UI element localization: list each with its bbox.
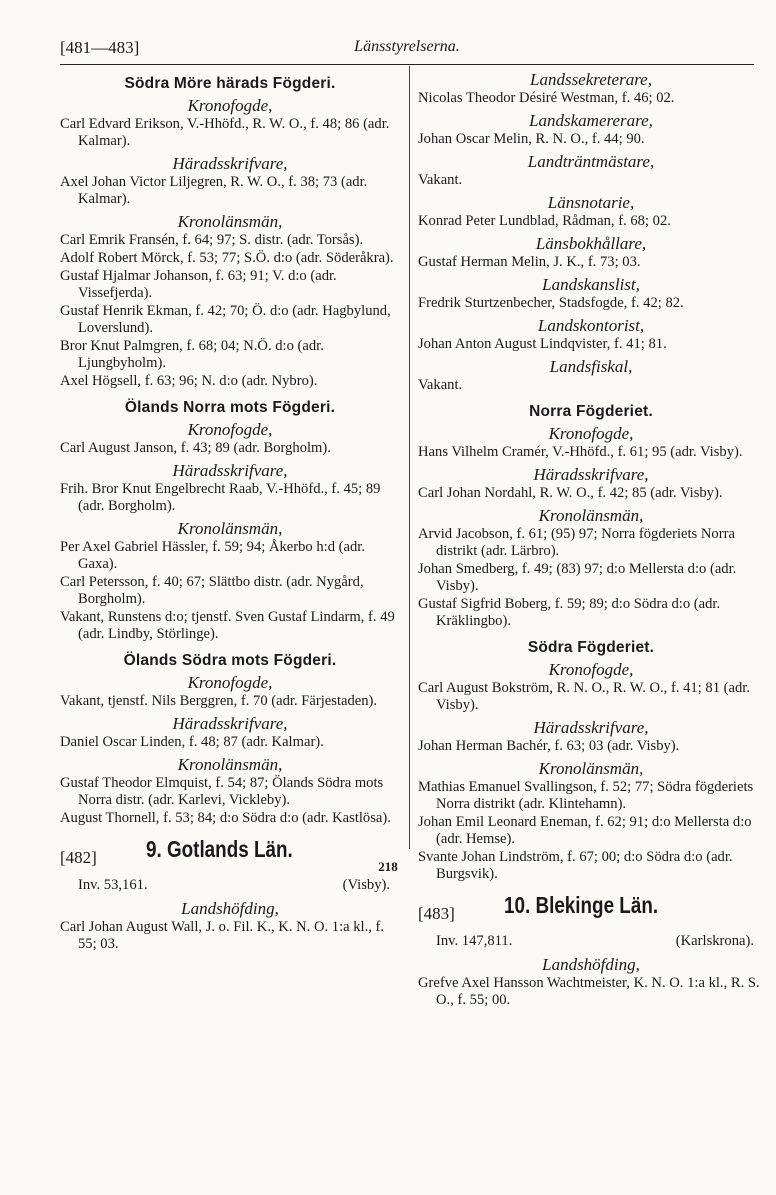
office-title: Landshöfding, xyxy=(542,955,640,974)
district-heading: Ölands Södra mots Fögderi. xyxy=(123,652,337,669)
person-entry: Gustaf Theodor Elmquist, f. 54; 87; Ölands Södra mots Norra distr. (adr. Karlevi, Vickleby). xyxy=(60,775,384,808)
page-range: [481—483] xyxy=(60,38,140,57)
person-entry: Hans Vilhelm Cramér, V.-Hhöfd., f. 61; 95 (adr. Visby). xyxy=(418,444,743,460)
section-page-ref: [482] xyxy=(60,848,97,867)
person-entry: Vakant. xyxy=(418,172,463,188)
office-title: Länsbokhållare, xyxy=(535,234,647,253)
section-heading xyxy=(418,892,764,929)
office-title: Landträntmästare, xyxy=(527,152,655,171)
person-entry: Bror Knut Palmgren, f. 68; 04; N.Ö. d:o (adr. Ljungbyholm). xyxy=(60,338,324,371)
office-title: Landsfiskal, xyxy=(549,357,633,376)
office-title: Kronofogde, xyxy=(548,660,634,679)
person-entry: Gustaf Henrik Ekman, f. 42; 70; Ö. d:o (adr. Hagbylund, Loverslund). xyxy=(60,303,391,336)
person-entry: Gustaf Hjalmar Johanson, f. 63; 91; V. d:o (adr. Vissefjerda). xyxy=(60,268,337,301)
person-entry: Axel Johan Victor Liljegren, R. W. O., f. 38; 73 (adr. Kalmar). xyxy=(60,174,368,207)
running-title: Länsstyrelserna. xyxy=(354,38,460,55)
person-entry: Johan Herman Bachér, f. 63; 03 (adr. Visby). xyxy=(418,738,680,754)
person-entry: Per Axel Gabriel Hässler, f. 59; 94; Åkerbo h:d (adr. Gaxa). xyxy=(60,539,365,572)
person-entry: Vakant. xyxy=(418,377,463,393)
person-entry: Fredrik Sturtzenbecher, Stadsfogde, f. 42; 82. xyxy=(418,295,684,311)
office-title: Kronofogde, xyxy=(187,420,273,439)
person-entry: Carl August Bokström, R. N. O., R. W. O., f. 41; 81 (adr. Visby). xyxy=(418,680,751,713)
office-title: Kronolänsmän, xyxy=(538,506,644,525)
page-number: 218 xyxy=(378,859,398,874)
office-title: Kronolänsmän, xyxy=(538,759,644,778)
person-entry: Vakant, tjenstf. Nils Berggren, f. 70 (adr. Färjestaden). xyxy=(60,693,378,709)
section-page-ref: [483] xyxy=(418,904,455,923)
person-entry: Nicolas Theodor Désiré Westman, f. 46; 02. xyxy=(418,90,675,106)
person-entry: Mathias Emanuel Svallingson, f. 52; 77; Södra fögderiets Norra distrikt (adr. Klintehamn). xyxy=(418,779,754,812)
office-title: Kronofogde, xyxy=(548,424,634,443)
office-title: Kronolänsmän, xyxy=(177,755,283,774)
district-heading: Södra Möre härads Fögderi. xyxy=(124,75,336,92)
person-entry: Johan Oscar Melin, R. N. O., f. 44; 90. xyxy=(418,131,645,147)
office-title: Landssekreterare, xyxy=(530,70,652,89)
person-entry: Daniel Oscar Linden, f. 48; 87 (adr. Kalmar). xyxy=(60,734,324,750)
person-entry: Gustaf Herman Melin, J. K., f. 73; 03. xyxy=(418,254,641,270)
person-entry: Konrad Peter Lundblad, Rådman, f. 68; 02. xyxy=(418,213,671,229)
person-entry: Grefve Axel Hansson Wachtmeister, K. N. O. 1:a kl., R. S. O., f. 55; 00. xyxy=(418,975,760,1008)
population-line xyxy=(418,933,764,951)
person-entry: Adolf Robert Mörck, f. 53; 77; S.Ö. d:o (adr. Söderåkra). xyxy=(60,250,394,266)
person-entry: Carl Emrik Fransén, f. 64; 97; S. distr. (adr. Torsås). xyxy=(60,232,364,248)
running-header xyxy=(60,38,754,58)
district-heading: Norra Fögderiet. xyxy=(529,403,653,420)
district-heading: Södra Fögderiet. xyxy=(527,639,655,656)
header-rule xyxy=(60,64,754,65)
office-title: Häradsskrifvare, xyxy=(533,718,649,737)
person-entry: Johan Emil Leonard Eneman, f. 62; 91; d:o Mellersta d:o (adr. Hemse). xyxy=(418,814,752,847)
office-title: Häradsskrifvare, xyxy=(172,461,288,480)
person-entry: Carl August Janson, f. 43; 89 (adr. Borgholm). xyxy=(60,440,331,456)
person-entry: Arvid Jacobson, f. 61; (95) 97; Norra fögderiets Norra distrikt (adr. Lärbro). xyxy=(418,526,735,559)
population-count: Inv. 53,161. xyxy=(78,877,148,893)
left-column xyxy=(60,66,400,954)
person-entry: August Thornell, f. 53; 84; d:o Södra d:o (adr. Kastlösa). xyxy=(60,810,391,826)
office-title: Häradsskrifvare, xyxy=(172,154,288,173)
office-title: Häradsskrifvare, xyxy=(533,465,649,484)
office-title: Kronolänsmän, xyxy=(177,212,283,231)
person-entry: Frih. Bror Knut Engelbrecht Raab, V.-Hhöfd., f. 45; 89 (adr. Borgholm). xyxy=(60,481,381,514)
population-line xyxy=(60,877,400,895)
person-entry: Gustaf Sigfrid Boberg, f. 59; 89; d:o Södra d:o (adr. Kräklingbo). xyxy=(418,596,721,629)
county-title: 10. Blekinge Län. xyxy=(504,892,659,918)
office-title: Landskontorist, xyxy=(537,316,645,335)
person-entry: Vakant, Runstens d:o; tjenstf. Sven Gustaf Lindarm, f. 49 (adr. Lindby, Störlinge). xyxy=(60,609,395,642)
column-separator xyxy=(409,66,410,849)
district-heading: Ölands Norra mots Fögderi. xyxy=(124,399,336,416)
office-title: Kronolänsmän, xyxy=(177,519,283,538)
person-entry: Johan Anton August Lindqvister, f. 41; 81. xyxy=(418,336,667,352)
person-entry: Carl Edvard Erikson, V.-Hhöfd., R. W. O., f. 48; 86 (adr. Kalmar). xyxy=(60,116,390,149)
seat-city: (Visby). xyxy=(342,877,390,893)
office-title: Landshöfding, xyxy=(181,899,279,918)
county-title: 9. Gotlands Län. xyxy=(146,836,293,862)
office-title: Landskanslist, xyxy=(542,275,640,294)
office-title: Kronofogde, xyxy=(187,673,273,692)
office-title: Länsnotarie, xyxy=(547,193,635,212)
person-entry: Axel Högsell, f. 63; 96; N. d:o (adr. Nybro). xyxy=(60,373,318,389)
person-entry: Carl Johan August Wall, J. o. Fil. K., K. N. O. 1:a kl., f. 55; 03. xyxy=(60,919,385,952)
office-title: Häradsskrifvare, xyxy=(172,714,288,733)
person-entry: Svante Johan Lindström, f. 67; 00; d:o Södra d:o (adr. Burgsvik). xyxy=(418,849,733,882)
population-count: Inv. 147,811. xyxy=(436,933,513,949)
office-title: Landskamererare, xyxy=(529,111,653,130)
seat-city: (Karlskrona). xyxy=(675,933,754,949)
person-entry: Carl Johan Nordahl, R. W. O., f. 42; 85 (adr. Visby). xyxy=(418,485,723,501)
office-title: Kronofogde, xyxy=(187,96,273,115)
person-entry: Carl Petersson, f. 40; 67; Slättbo distr. (adr. Nygård, Borgholm). xyxy=(60,574,364,607)
person-entry: Johan Smedberg, f. 49; (83) 97; d:o Mellersta d:o (adr. Visby). xyxy=(418,561,737,594)
